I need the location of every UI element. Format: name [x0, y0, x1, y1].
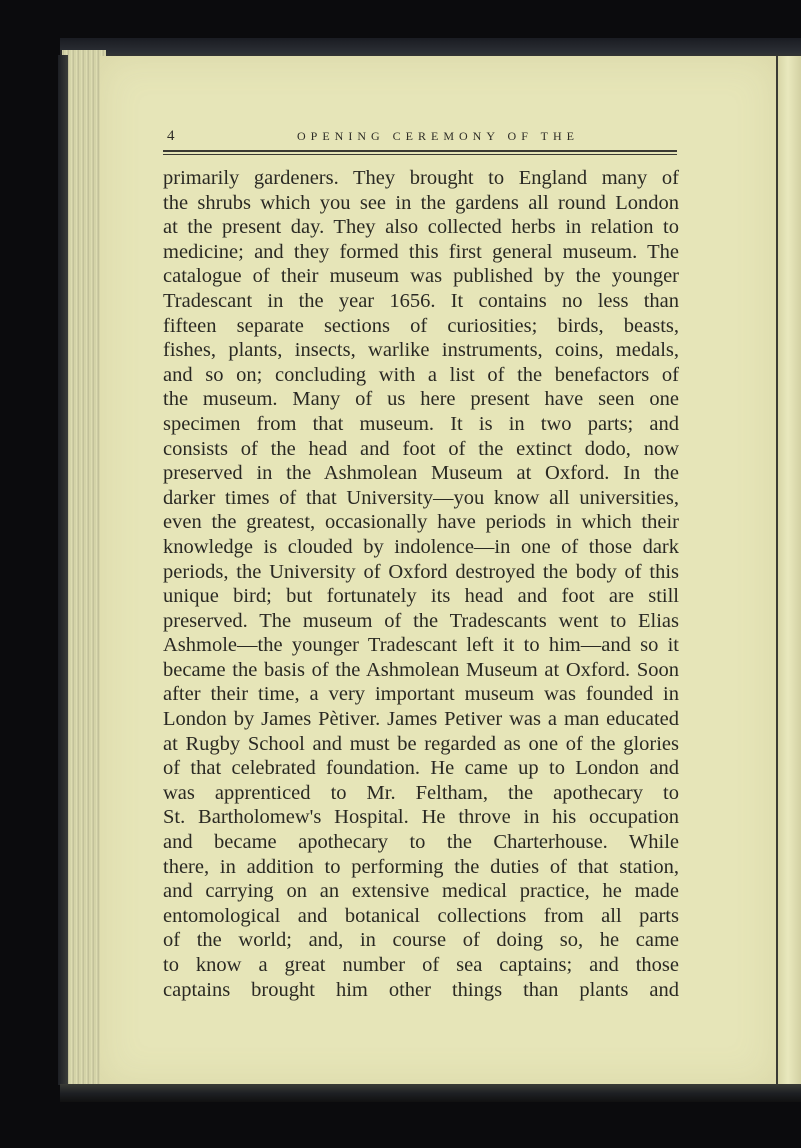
text-line: entomological and botanical collections from all parts	[163, 904, 679, 927]
text-line: Tradescant in the year 1656. It contains no less than	[163, 289, 679, 312]
text-line: medicine; and they formed this first general museum. The	[163, 240, 679, 263]
text-line: fishes, plants, insects, warlike instruments, coins, medals,	[163, 339, 679, 362]
text-line: knowledge is clouded by indolence—in one of those dark	[163, 535, 679, 558]
text-line: catalogue of their museum was published by the younger	[163, 265, 679, 288]
text-line: primarily gardeners. They brought to England many of	[163, 167, 679, 189]
text-line: specimen from that museum. It is in two parts; and	[163, 412, 679, 435]
text-line: even the greatest, occasionally have periods in which their	[163, 511, 679, 534]
text-line: and so on; concluding with a list of the benefactors of	[163, 363, 679, 386]
book-cover-bottom-edge	[60, 1084, 801, 1102]
body-text	[163, 166, 679, 1002]
text-line: after their time, a very important museum was founded in	[163, 683, 679, 706]
text-line: consists of the head and foot of the extinct dodo, now	[163, 437, 679, 460]
text-line: became the basis of the Ashmolean Museum at Oxford. Soon	[163, 658, 679, 681]
header-rule-thin	[163, 154, 677, 155]
header-rule-thick	[163, 150, 677, 152]
text-line: to know a great number of sea captains; and those	[163, 954, 679, 976]
text-line: darker times of that University—you know all universities,	[163, 486, 679, 509]
book-spine-edge	[58, 55, 68, 1085]
text-line: captains brought him other things than plants and	[163, 978, 679, 1001]
text-line: Ashmole—the younger Tradescant left it to him—and so it	[163, 634, 679, 657]
text-line: St. Bartholomew's Hospital. He throve in his occupation	[163, 806, 679, 829]
text-line: of that celebrated foundation. He came up to London and	[163, 757, 679, 780]
text-line: London by James Pètiver. James Petiver was a man educated	[163, 708, 679, 731]
text-line: of the world; and, in course of doing so, he came	[163, 929, 679, 952]
text-line: the museum. Many of us here present have seen one	[163, 388, 679, 411]
text-line: preserved. The museum of the Tradescants went to Elias	[163, 609, 679, 632]
page-number: 4	[167, 128, 175, 144]
text-line: there, in addition to performing the duties of that station,	[163, 855, 679, 878]
text-line: at Rugby School and must be regarded as one of the glories	[163, 732, 679, 755]
page-header	[167, 126, 677, 146]
text-line: at the present day. They also collected herbs in relation to	[163, 216, 679, 239]
text-line: unique bird; but fortunately its head and foot are still	[163, 585, 679, 608]
text-line: preserved in the Ashmolean Museum at Oxford. In the	[163, 462, 679, 485]
running-head: OPENING CEREMONY OF THE	[297, 129, 580, 143]
text-line: fifteen separate sections of curiosities; birds, beasts,	[163, 314, 679, 337]
text-line: was apprenticed to Mr. Feltham, the apothecary to	[163, 781, 679, 804]
text-line: and became apothecary to the Charterhouse. While	[163, 831, 679, 854]
page-stack-right-edge	[776, 56, 801, 1086]
text-line: and carrying on an extensive medical practice, he made	[163, 880, 679, 903]
text-line: periods, the University of Oxford destroyed the body of this	[163, 560, 679, 583]
text-line: the shrubs which you see in the gardens all round London	[163, 191, 679, 214]
